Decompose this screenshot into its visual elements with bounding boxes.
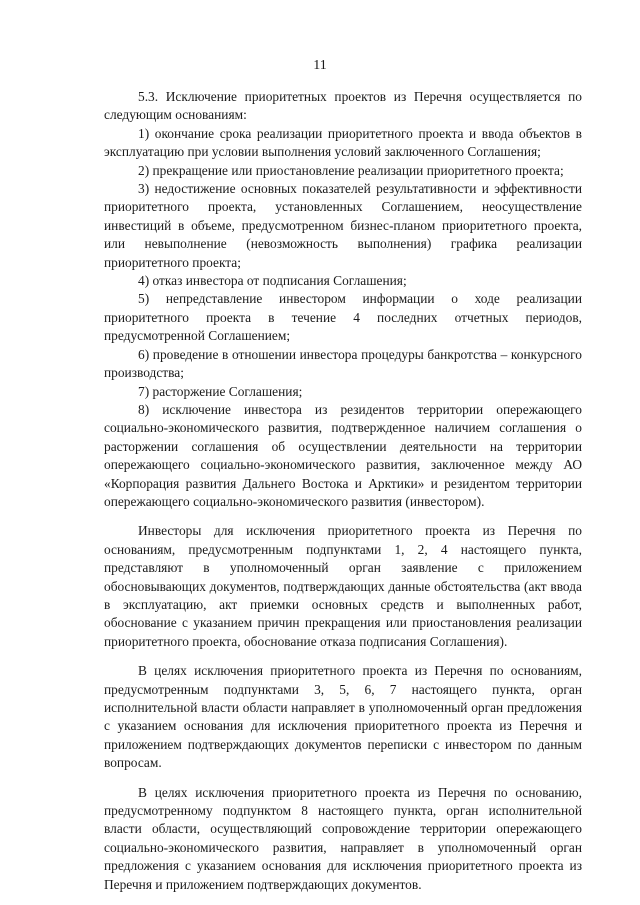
page-number: 11 [313, 58, 327, 73]
paragraph-item-3: 3) недостижение основных показателей результативности и эффективности приоритетного проекта, установленных Соглашением, неосуществление инвестиций в объеме, предусмотренном бизнес-планом приоритетного проекта, или невыполнение (невозможность выполнения) графика реализации приоритетного проекта; [104, 181, 582, 270]
document-body [104, 88, 582, 894]
paragraph-item-7: 7) расторжение Соглашения; [138, 383, 303, 399]
paragraph-5-3-intro: 5.3. Исключение приоритетных проектов из Перечня осуществляется по следующим основаниям: [104, 89, 582, 123]
paragraph-item-1: 1) окончание срока реализации приоритетного проекта и ввода объектов в эксплуатацию при условии выполнения условий заключенного Соглашения; [104, 125, 582, 160]
paragraph-item-8: 8) исключение инвестора из резидентов территории опережающего социально-экономического развития, подтвержденное наличием соглашения о расторжении соглашения об осуществлении деятельности на территории опережающего социально-экономического развития, заключенное между АО «Корпорация развития Дальнего Востока и Арктики» и резидентом территории опережающего социально-экономического развития (инвестором). [104, 401, 582, 509]
paragraph-item-4: 4) отказ инвестора от подписания Соглашения; [138, 273, 407, 289]
paragraph-ground-8: В целях исключения приоритетного проекта из Перечня по основанию, предусмотренному подпунктом 8 настоящего пункта, орган исполнительной власти области, осуществляющий сопровождение территории опережающего социально-экономического развития, направляет в уполномоченный орган предложения с указанием основания для исключения приоритетного проекта из Перечня и приложением подтверждающих документов. [104, 784, 582, 892]
paragraph-item-2: 2) прекращение или приостановление реализации приоритетного проекта; [138, 162, 564, 178]
paragraph-grounds-3-5-6-7: В целях исключения приоритетного проекта из Перечня по основаниям, предусмотренным подпунктами 3, 5, 6, 7 настоящего пункта, орган исполнительной власти области направляет в уполномоченный орган предложения с указанием основания для исключения приоритетного проекта из Перечня и приложением подтверждающих документов переписки с инвестором по данным вопросам. [104, 663, 582, 771]
paragraph-item-6: 6) проведение в отношении инвестора процедуры банкротства – конкурсного производства; [104, 346, 582, 381]
paragraph-item-5: 5) непредставление инвестором информации о ходе реализации приоритетного проекта в течение 4 последних отчетных периодов, предусмотренной Соглашением; [104, 291, 582, 344]
paragraph-investors: Инвесторы для исключения приоритетного проекта из Перечня по основаниям, предусмотренным подпунктами 1, 2, 4 настоящего пункта, представляют в уполномоченный орган заявление с приложением обосновывающих документов, подтверждающих данные обстоятельства (акт ввода в эксплуатацию, акт приемки основных средств и выполненных работ, обоснование с указанием причин прекращения или приостановления реализации приоритетного проекта, обоснование отказа подписания Соглашения). [104, 523, 582, 649]
